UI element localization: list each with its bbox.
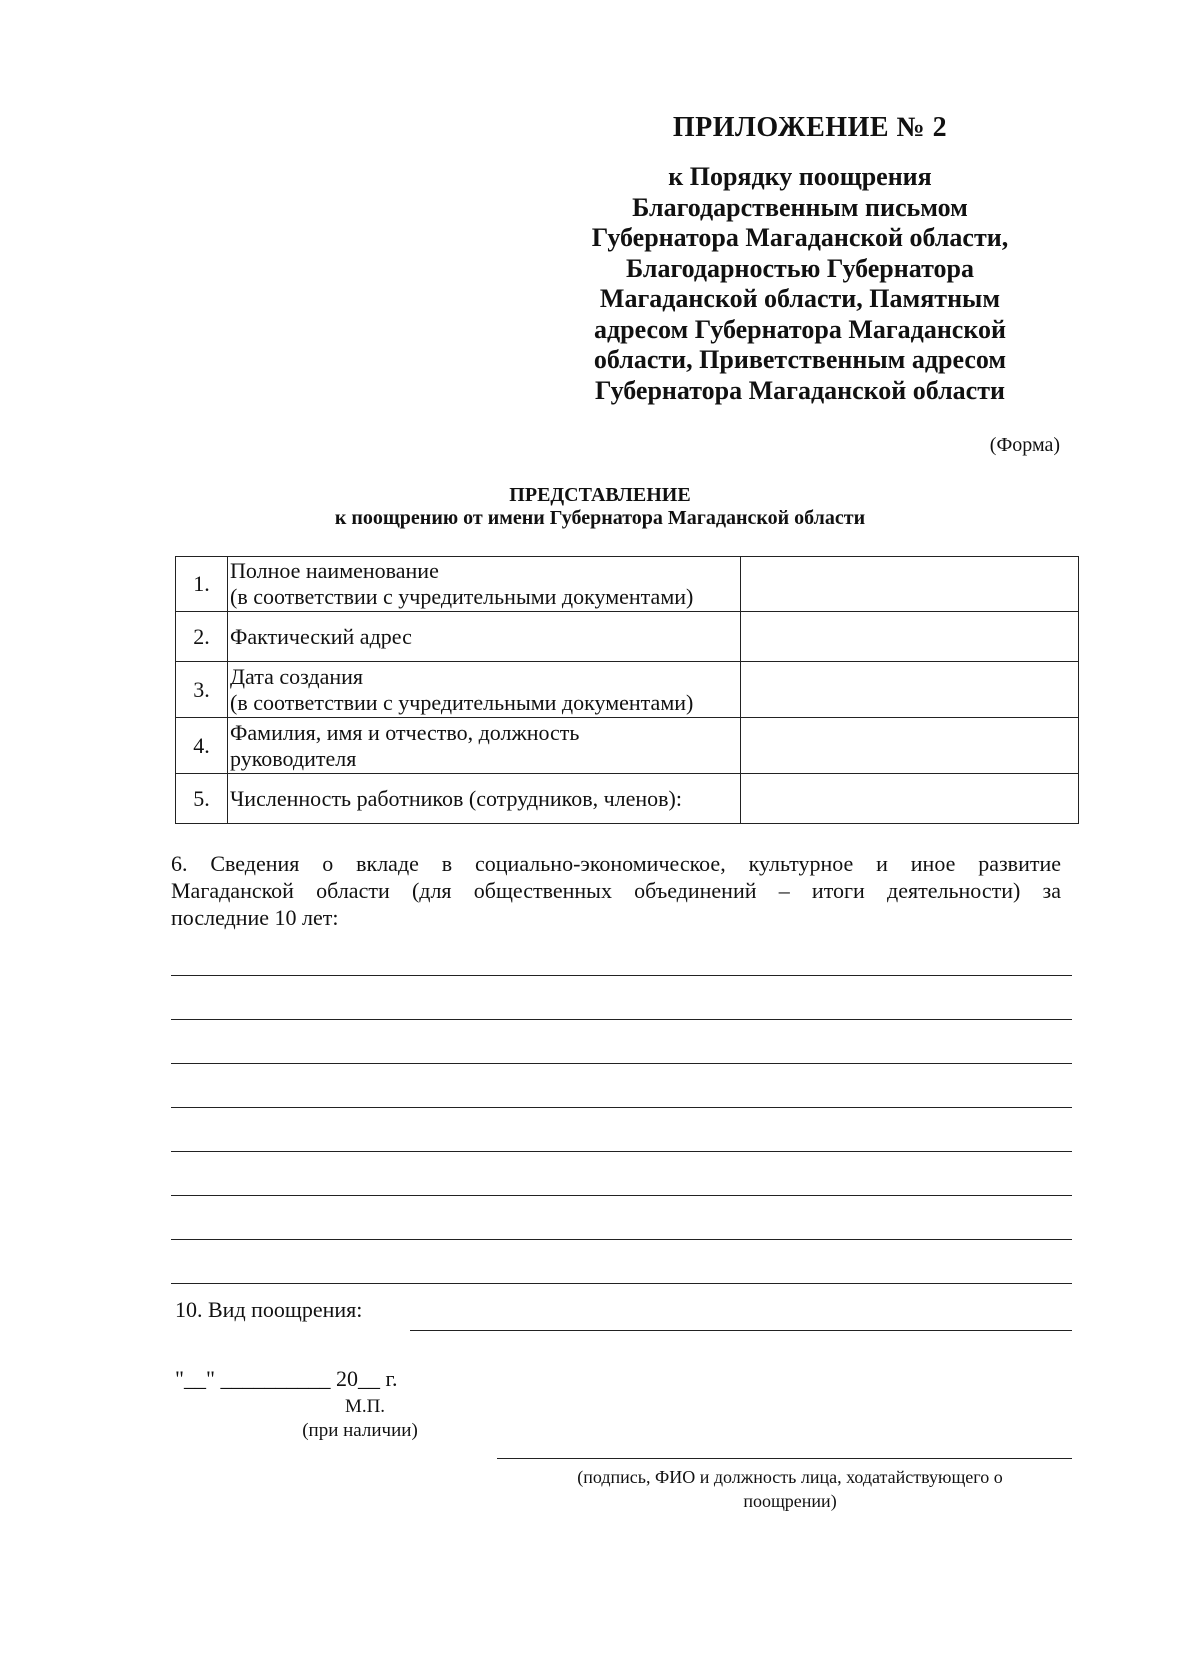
row-label [228, 718, 741, 774]
row-label [228, 612, 741, 662]
row-label-line: руководителя [230, 745, 357, 771]
date-month-blank[interactable]: __________ [220, 1366, 331, 1391]
date-year-blank[interactable]: __ [357, 1366, 380, 1391]
fill-in-line[interactable] [171, 975, 1072, 976]
appendix-subtitle-line: Губернатора Магаданской области, [591, 223, 1009, 252]
row-value-cell[interactable] [741, 612, 1079, 662]
fill-in-line[interactable] [171, 1107, 1072, 1108]
form-label: (Форма) [989, 434, 1060, 456]
date-row [175, 1366, 398, 1392]
date-year-suffix: г. [385, 1366, 398, 1391]
item6-line: Магаданской области (для общественных объединений – итоги деятельности) за [171, 878, 1061, 903]
appendix-subtitle [560, 162, 1040, 406]
document-title-block [200, 484, 1000, 530]
row-value-cell[interactable] [741, 774, 1079, 824]
row-label-line: (в соответствии с учредительными документами) [230, 584, 694, 609]
signature-line[interactable] [497, 1458, 1072, 1459]
signature-note-line: поощрении) [743, 1491, 837, 1511]
document-subtitle: к поощрению от имени Губернатора Магаданской области [334, 507, 866, 529]
table-row [176, 662, 1079, 718]
fill-in-line[interactable] [171, 1195, 1072, 1196]
table-row [176, 718, 1079, 774]
item6-paragraph [171, 850, 1061, 931]
row-value-cell[interactable] [741, 557, 1079, 612]
date-day-blank[interactable]: __ [183, 1366, 206, 1391]
date-close-quote: " [205, 1366, 215, 1391]
row-value-cell[interactable] [741, 662, 1079, 718]
row-label-line: (в соответствии с учредительными документами) [230, 689, 694, 715]
table-row [176, 774, 1079, 824]
info-table [175, 556, 1079, 824]
row-number: 2. [176, 612, 228, 662]
row-number: 5. [176, 774, 228, 824]
row-number: 4. [176, 718, 228, 774]
row-label-line: Фактический адрес [230, 623, 412, 649]
appendix-subtitle-line: Благодарственным письмом [632, 192, 968, 222]
date-year-prefix: 20 [335, 1366, 358, 1391]
row-label-line: Полное наименование [230, 558, 439, 583]
date-open-quote: " [175, 1366, 184, 1391]
stamp-label: М.П. [344, 1396, 386, 1417]
item6-line: 6. Сведения о вкладе в социально-экономическое, культурное и иное развитие [171, 851, 1061, 876]
appendix-subtitle-line: к Порядку поощрения [668, 162, 932, 191]
row-value-cell[interactable] [741, 718, 1079, 774]
stamp-note: (при наличии) [302, 1420, 418, 1441]
fill-in-line[interactable] [171, 1283, 1072, 1284]
row-label-line: Фамилия, имя и отчество, должность [230, 719, 580, 745]
row-label [228, 557, 741, 612]
row-label-line: Дата создания [230, 663, 364, 689]
fill-in-line[interactable] [171, 1239, 1072, 1240]
row-label [228, 774, 741, 824]
appendix-subtitle-line: адресом Губернатора Магаданской [594, 314, 1006, 344]
fill-in-line[interactable] [171, 1063, 1072, 1064]
signature-note [530, 1465, 1050, 1513]
appendix-title: ПРИЛОЖЕНИЕ № 2 [672, 112, 948, 143]
item6-line: последние 10 лет: [171, 905, 339, 930]
item10-label: 10. Вид поощрения: [175, 1297, 363, 1322]
appendix-subtitle-line: Благодарностью Губернатора [626, 253, 974, 283]
row-label-line: Численность работников (сотрудников, членов): [230, 785, 682, 811]
appendix-subtitle-line: области, Приветственным адресом [593, 345, 1007, 374]
table-row [176, 557, 1079, 612]
item10-fill-line[interactable] [410, 1330, 1072, 1331]
appendix-subtitle-line: Магаданской области, Памятным [599, 284, 1001, 313]
table-row [176, 612, 1079, 662]
appendix-subtitle-line: Губернатора Магаданской области [595, 375, 1005, 405]
fill-in-line[interactable] [171, 1151, 1072, 1152]
fill-in-line[interactable] [171, 1019, 1072, 1020]
signature-note-line: (подпись, ФИО и должность лица, ходатайствующего о [577, 1467, 1003, 1487]
row-number: 3. [176, 662, 228, 718]
document-title: ПРЕДСТАВЛЕНИЕ [509, 484, 691, 506]
row-number: 1. [176, 557, 228, 612]
row-label [228, 662, 741, 718]
